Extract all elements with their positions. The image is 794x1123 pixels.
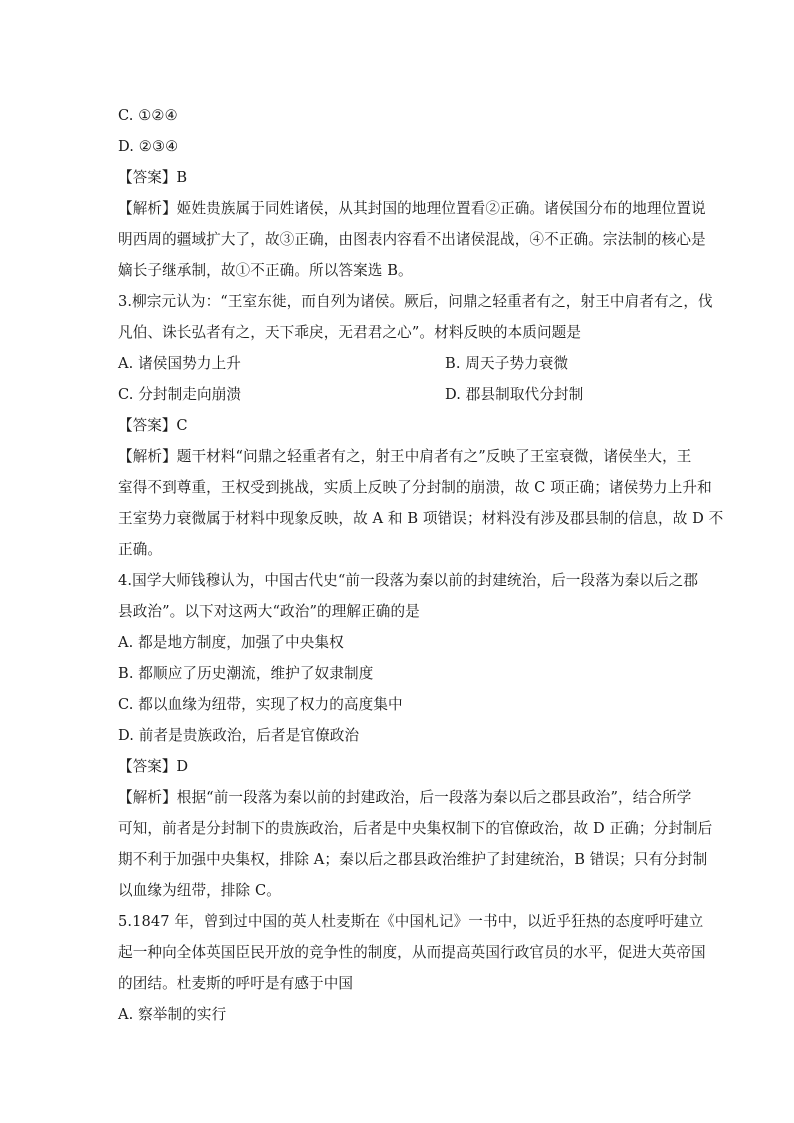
q3-option-b: B. 周天子势力衰微 [445,355,569,372]
q3-analysis-line: 【解析】题干材料“问鼎之轻重者有之，射王中肩者有之”反映了王室衰微，诸侯坐大，王 [118,448,692,465]
q2-option-c: C. ①②④ [118,107,178,124]
q4-option-b: B. 都顺应了历史潮流，维护了奴隶制度 [118,665,374,682]
q5-stem-line: 5.1847 年，曾到过中国的英人杜麦斯在《中国札记》一书中，以近乎狂热的态度呼吁建立 [118,913,704,930]
q4-analysis-line: 以血缘为纽带，排除 C。 [118,882,281,899]
q4-option-a: A. 都是地方制度，加强了中央集权 [118,634,344,651]
q4-option-d: D. 前者是贵族政治，后者是官僚政治 [118,727,360,744]
q4-option-c: C. 都以血缘为纽带，实现了权力的高度集中 [118,696,403,713]
q3-option-a: A. 诸侯国势力上升 [118,355,241,372]
q2-option-d: D. ②③④ [118,138,179,155]
q3-analysis-line: 室得不到尊重，王权受到挑战，实质上反映了分封制的崩溃，故 C 项正确；诸侯势力上升和 [118,479,712,496]
q4-stem-line: 4.国学大师钱穆认为，中国古代史“前一段落为秦以前的封建统治，后一段落为秦以后之郡 [118,572,699,589]
q4-analysis-line: 可知，前者是分封制下的贵族政治，后者是中央集权制下的官僚政治，故 D 正确；分封制后 [118,820,713,837]
q3-stem-line: 3.柳宗元认为：“王室东徙，而自列为诸侯。厥后，问鼎之轻重者有之，射王中肩者有之，伐 [118,293,713,310]
q3-analysis-line: 正确。 [118,541,163,558]
q4-analysis-line: 【解析】根据“前一段落为秦以前的封建政治，后一段落为秦以后之郡县政治”，结合所学 [118,789,692,806]
q3-answer: 【答案】C [118,417,188,434]
q3-option-c: C. 分封制走向崩溃 [118,386,242,403]
q4-stem-line: 县政治”。以下对这两大“政治”的理解正确的是 [118,603,420,620]
q5-stem-line: 起一种向全体英国臣民开放的竞争性的制度，从而提高英国行政官员的水平，促进大英帝国 [118,944,706,961]
q4-analysis-line: 期不利于加强中央集权，排除 A；秦以后之郡县政治维护了封建统治，B 错误；只有分封制 [118,851,708,868]
q2-analysis-line: 嫡长子继承制，故①不正确。所以答案选 B。 [118,262,413,279]
q4-answer: 【答案】D [118,758,189,775]
q2-analysis-line: 明西周的疆域扩大了，故③正确，由图表内容看不出诸侯混战，④不正确。宗法制的核心是 [118,231,706,248]
q2-answer: 【答案】B [118,169,188,186]
q3-option-d: D. 郡县制取代分封制 [445,386,584,403]
q3-analysis-line: 王室势力衰微属于材料中现象反映，故 A 和 B 项错误；材料没有涉及郡县制的信息，故 D 不 [118,510,724,527]
q5-option-a: A. 察举制的实行 [118,1006,227,1023]
q3-stem-line: 凡伯、诛长弘者有之，天下乖戾，无君君之心”。材料反映的本质问题是 [118,324,582,341]
q5-stem-line: 的团结。杜麦斯的呼吁是有感于中国 [118,975,354,992]
q2-analysis-line: 【解析】姬姓贵族属于同姓诸侯，从其封国的地理位置看②正确。诸侯国分布的地理位置说 [118,200,706,217]
